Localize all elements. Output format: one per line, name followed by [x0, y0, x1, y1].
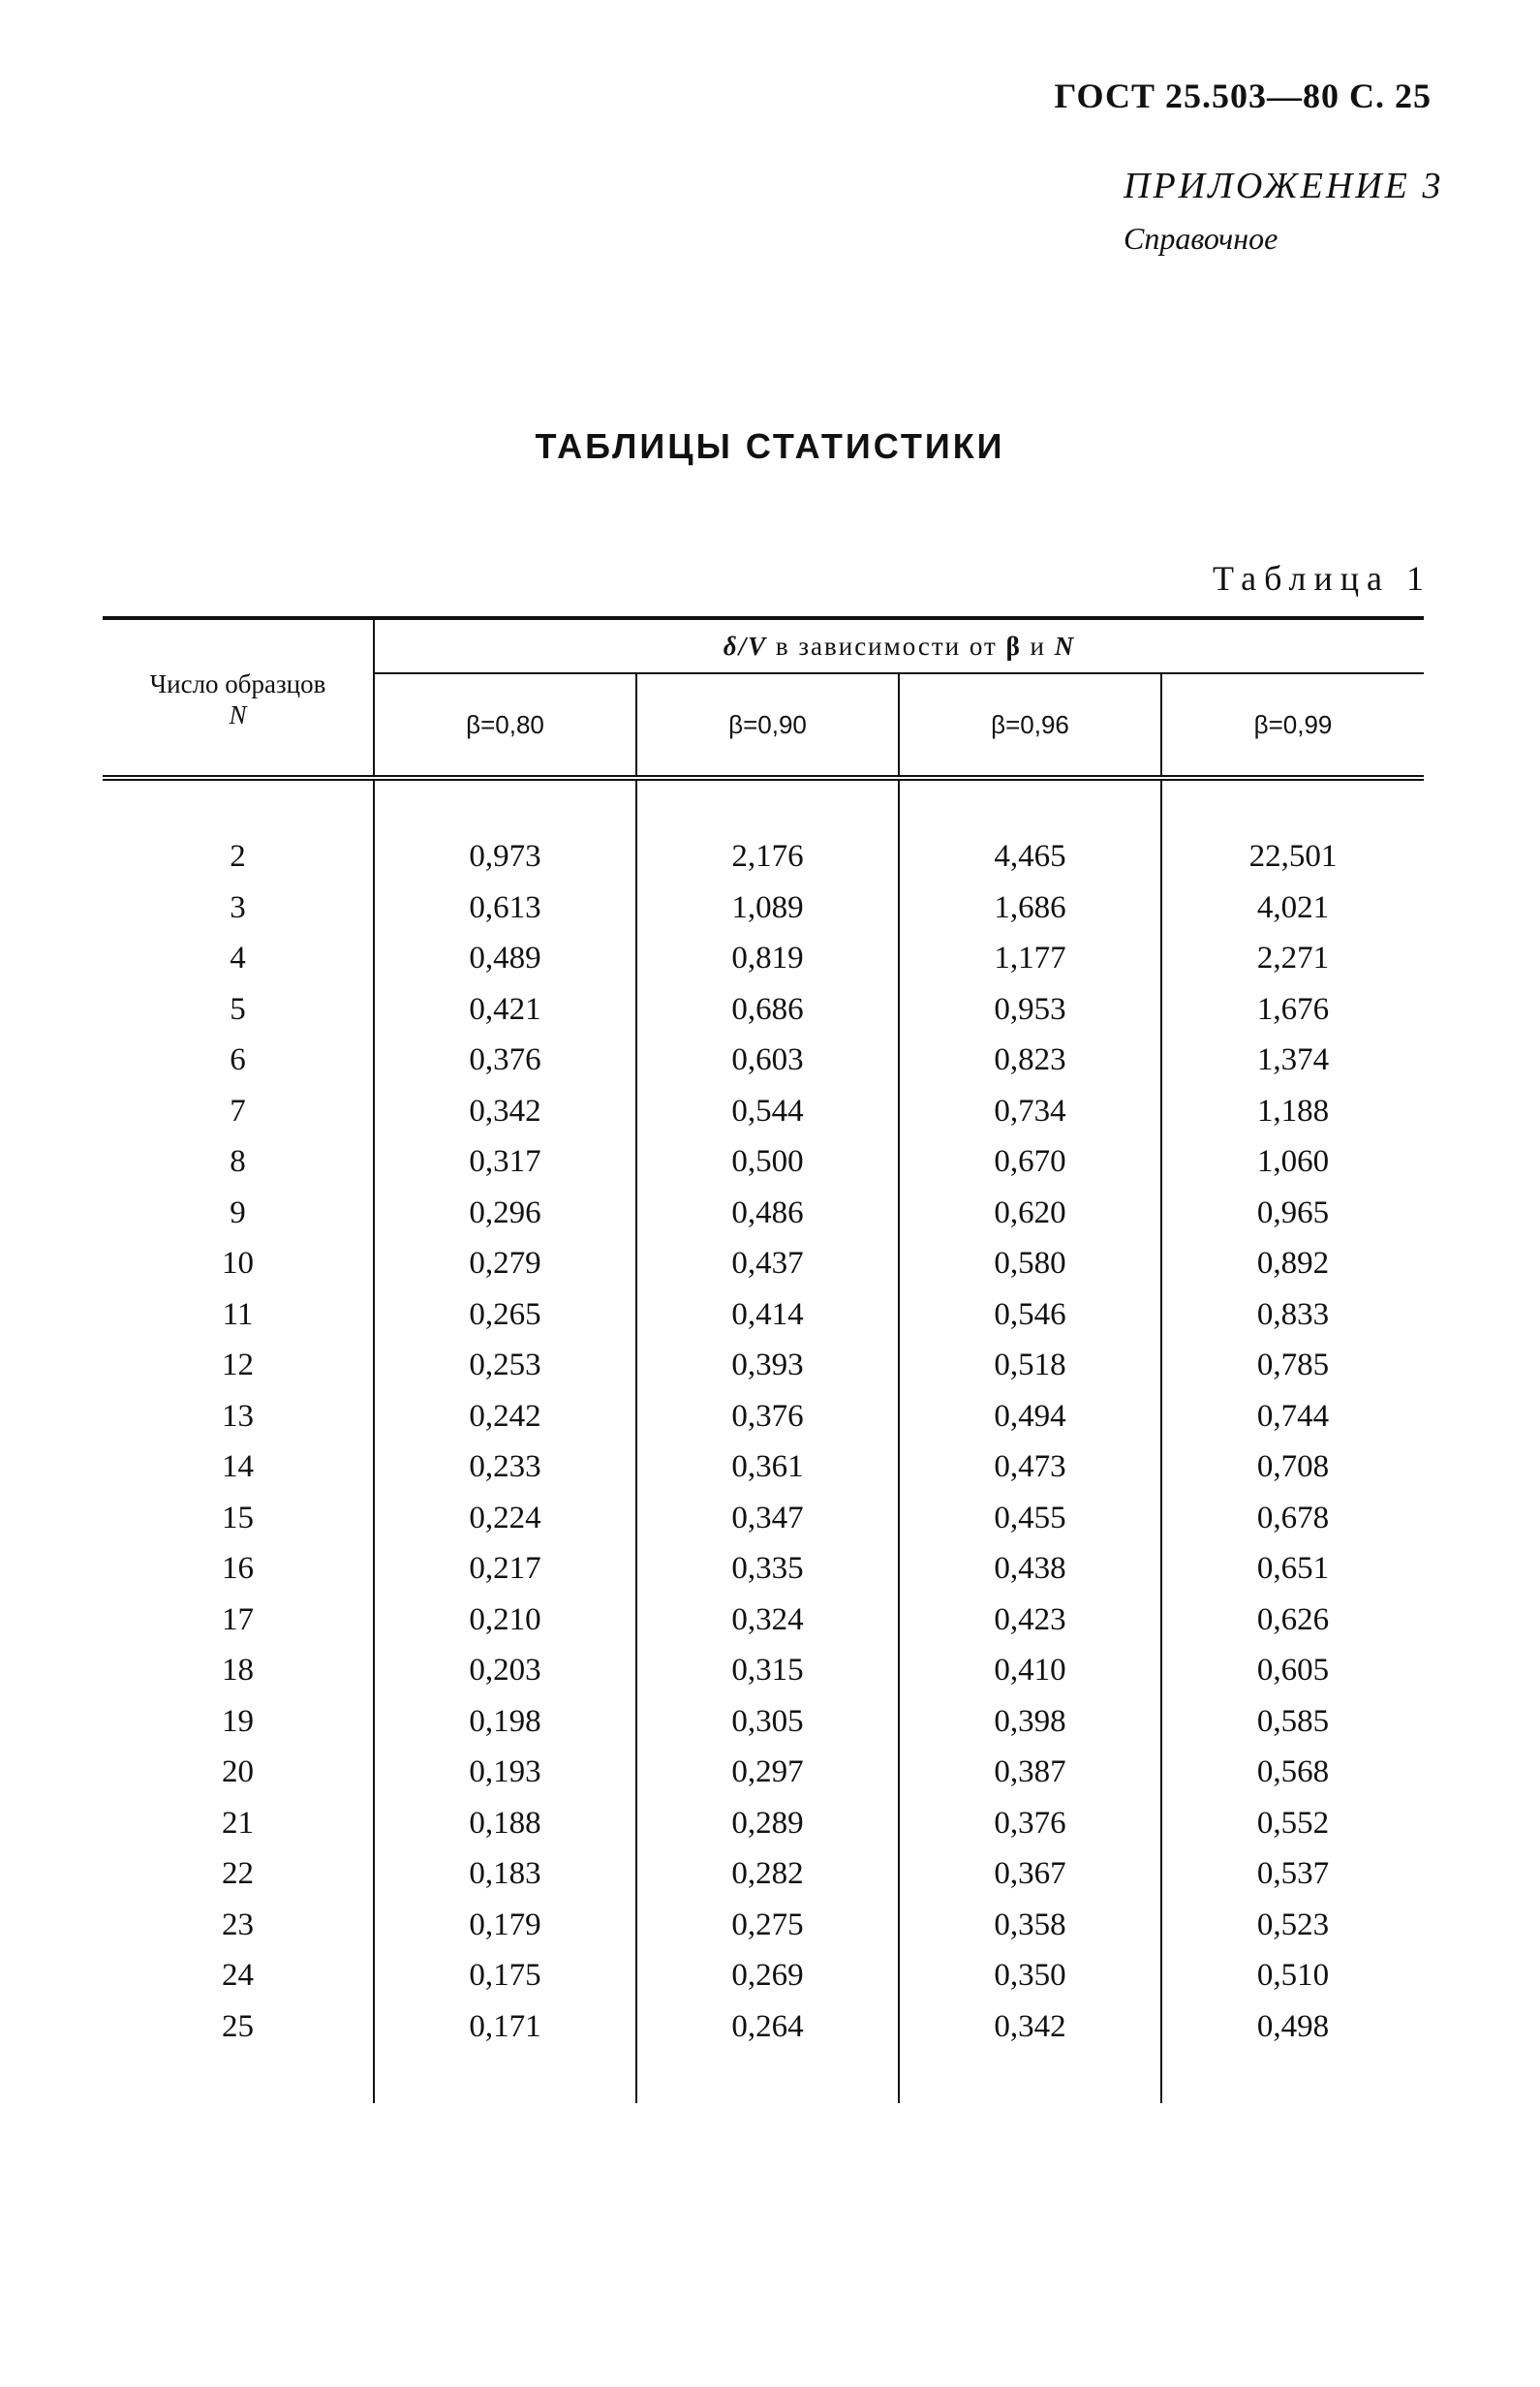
table-row	[103, 1341, 1424, 1392]
table-spacer-cell	[374, 778, 636, 832]
value-cell: 0,544	[636, 1086, 899, 1137]
sample-count-cell: 15	[103, 1493, 374, 1544]
value-cell: 0,510	[1256, 1958, 1330, 1994]
value-cell: 0,376	[636, 1391, 899, 1442]
value-cell: 0,350	[899, 1951, 1161, 2002]
value-cell: 0,613	[374, 883, 636, 934]
sample-count-cell: 13	[103, 1391, 374, 1442]
value-cell: 0,686	[636, 984, 899, 1036]
value-cell: 0,265	[374, 1289, 636, 1341]
value-cell: 0,546	[899, 1289, 1161, 1341]
table-row	[103, 1849, 1424, 1901]
header-group-beta: β	[1005, 631, 1022, 661]
table-row	[103, 1900, 1424, 1951]
value-cell: 0,358	[899, 1900, 1161, 1951]
value-cell: 0,455	[899, 1493, 1161, 1544]
value-cell: 0,953	[899, 984, 1161, 1036]
value-cell: 0,269	[636, 1951, 899, 2002]
table-row	[103, 1951, 1424, 2002]
sample-count-cell: 16	[103, 1544, 374, 1596]
value-cell: 0,193	[374, 1748, 636, 1799]
value-cell: 4,021	[1256, 889, 1330, 925]
value-cell: 0,376	[899, 1798, 1161, 1849]
value-cell: 0,289	[636, 1798, 899, 1849]
value-cell: 0,398	[899, 1696, 1161, 1748]
table-row	[103, 832, 1424, 884]
value-cell: 0,387	[899, 1748, 1161, 1799]
table-spacer-cell	[1161, 778, 1424, 832]
value-cell: 0,224	[374, 1493, 636, 1544]
value-cell: 0,785	[1256, 1348, 1330, 1383]
value-cell: 0,317	[374, 1137, 636, 1189]
value-cell: 0,279	[374, 1239, 636, 1290]
header-group-text-1: в зависимости от	[767, 631, 1006, 661]
table-row	[103, 1239, 1424, 1290]
value-cell: 4,465	[899, 832, 1161, 884]
sample-count-cell: 19	[103, 1696, 374, 1748]
header-group-ratio: δ/V	[723, 631, 768, 661]
value-cell: 1,188	[1256, 1093, 1330, 1129]
value-cell: 1,374	[1256, 1042, 1330, 1078]
value-cell: 0,585	[1256, 1703, 1330, 1739]
value-cell: 0,217	[374, 1544, 636, 1596]
table-tail-cell	[103, 2053, 374, 2104]
value-cell: 0,744	[1256, 1398, 1330, 1434]
sample-count-cell: 5	[103, 984, 374, 1036]
value-cell: 0,188	[374, 1798, 636, 1849]
value-cell: 0,819	[636, 934, 899, 985]
sample-count-cell: 7	[103, 1086, 374, 1137]
value-cell: 0,393	[636, 1341, 899, 1392]
value-cell: 0,670	[899, 1137, 1161, 1189]
value-cell: 0,242	[374, 1391, 636, 1442]
table-row	[103, 1544, 1424, 1596]
value-cell: 0,335	[636, 1544, 899, 1596]
value-cell: 0,605	[1256, 1653, 1330, 1689]
value-cell: 0,892	[1256, 1246, 1330, 1282]
table-tail-cell	[899, 2053, 1161, 2104]
value-cell: 0,421	[374, 984, 636, 1036]
value-cell: 0,823	[899, 1036, 1161, 1087]
header-sample-count-label: Число образцов	[149, 669, 326, 699]
value-cell: 0,734	[899, 1086, 1161, 1137]
appendix-note: Справочное	[1124, 221, 1278, 256]
value-cell: 0,275	[636, 1900, 899, 1951]
value-cell: 0,367	[899, 1849, 1161, 1901]
value-cell: 0,203	[374, 1646, 636, 1697]
value-cell: 0,552	[1256, 1805, 1330, 1841]
header-group-dependency	[374, 618, 1424, 673]
value-cell: 0,282	[636, 1849, 899, 1901]
table-row	[103, 984, 1424, 1036]
value-cell: 0,489	[374, 934, 636, 985]
sample-count-cell: 14	[103, 1442, 374, 1494]
table-spacer-cell	[103, 778, 374, 832]
value-cell: 0,603	[636, 1036, 899, 1087]
table-row	[103, 1595, 1424, 1646]
value-cell: 2,271	[1256, 941, 1330, 976]
value-cell: 0,410	[899, 1646, 1161, 1697]
header-sample-count	[103, 618, 374, 778]
value-cell: 0,523	[1256, 1906, 1330, 1942]
table-spacer-cell	[899, 778, 1161, 832]
value-cell: 0,626	[1256, 1601, 1330, 1637]
value-cell: 1,686	[899, 883, 1161, 934]
value-cell: 0,568	[1256, 1754, 1330, 1790]
value-cell: 0,342	[374, 1086, 636, 1137]
sample-count-cell: 11	[103, 1289, 374, 1341]
table-row	[103, 1696, 1424, 1748]
header-group-n: N	[1054, 631, 1076, 661]
table-row	[103, 1289, 1424, 1341]
value-cell: 0,498	[1256, 2008, 1330, 2044]
value-cell: 0,296	[374, 1188, 636, 1239]
value-cell: 1,177	[899, 934, 1161, 985]
table-row	[103, 883, 1424, 934]
appendix-title: ПРИЛОЖЕНИЕ 3	[1124, 166, 1444, 206]
sample-count-cell: 3	[103, 883, 374, 934]
value-cell: 0,651	[1256, 1551, 1330, 1587]
table-tail-cell	[1161, 2053, 1424, 2104]
table-spacer-cell	[636, 778, 899, 832]
value-cell: 0,423	[899, 1595, 1161, 1646]
table-row	[103, 1188, 1424, 1239]
value-cell: 1,089	[636, 883, 899, 934]
value-cell: 0,494	[899, 1391, 1161, 1442]
value-cell: 0,708	[1256, 1449, 1330, 1485]
header-beta-column: β=0,90	[636, 673, 899, 778]
value-cell: 0,580	[899, 1239, 1161, 1290]
value-cell: 1,676	[1256, 991, 1330, 1027]
value-cell: 0,305	[636, 1696, 899, 1748]
sample-count-cell: 8	[103, 1137, 374, 1189]
table-row	[103, 1137, 1424, 1189]
sample-count-cell: 9	[103, 1188, 374, 1239]
statistics-table	[103, 616, 1424, 2103]
table-row	[103, 1798, 1424, 1849]
standard-reference: ГОСТ 25.503—80 С. 25	[1054, 77, 1432, 115]
value-cell: 0,833	[1256, 1296, 1330, 1332]
sample-count-cell: 23	[103, 1900, 374, 1951]
value-cell: 0,171	[374, 2001, 636, 2053]
sample-count-cell: 22	[103, 1849, 374, 1901]
document-title: ТАБЛИЦЫ СТАТИСТИКИ	[535, 426, 1005, 466]
table-row	[103, 1646, 1424, 1697]
value-cell: 0,315	[636, 1646, 899, 1697]
value-cell: 0,500	[636, 1137, 899, 1189]
sample-count-cell: 25	[103, 2001, 374, 2053]
sample-count-cell: 6	[103, 1036, 374, 1087]
table-row	[103, 1036, 1424, 1087]
value-cell: 2,176	[636, 832, 899, 884]
value-cell: 1,060	[1256, 1144, 1330, 1180]
table-row	[103, 1442, 1424, 1494]
sample-count-cell: 24	[103, 1951, 374, 2002]
value-cell: 0,620	[899, 1188, 1161, 1239]
header-beta-column: β=0,99	[1161, 673, 1424, 778]
sample-count-cell: 4	[103, 934, 374, 985]
header-beta-column: β=0,80	[374, 673, 636, 778]
value-cell: 0,175	[374, 1951, 636, 2002]
value-cell: 0,414	[636, 1289, 899, 1341]
value-cell: 0,965	[1256, 1194, 1330, 1230]
value-cell: 0,324	[636, 1595, 899, 1646]
value-cell: 0,486	[636, 1188, 899, 1239]
value-cell: 0,437	[636, 1239, 899, 1290]
table-row	[103, 1493, 1424, 1544]
table-row	[103, 2001, 1424, 2053]
table-tail-cell	[374, 2053, 636, 2104]
sample-count-cell: 10	[103, 1239, 374, 1290]
sample-count-cell: 21	[103, 1798, 374, 1849]
value-cell: 0,253	[374, 1341, 636, 1392]
value-cell: 0,179	[374, 1900, 636, 1951]
value-cell: 0,376	[374, 1036, 636, 1087]
table-row	[103, 1391, 1424, 1442]
value-cell: 0,438	[899, 1544, 1161, 1596]
sample-count-cell: 20	[103, 1748, 374, 1799]
sample-count-cell: 2	[103, 832, 374, 884]
value-cell: 0,183	[374, 1849, 636, 1901]
header-beta-column: β=0,96	[899, 673, 1161, 778]
table-row	[103, 934, 1424, 985]
value-cell: 0,342	[899, 2001, 1161, 2053]
value-cell: 0,198	[374, 1696, 636, 1748]
value-cell: 0,973	[374, 832, 636, 884]
header-sample-count-symbol: N	[229, 699, 247, 729]
table-row	[103, 1748, 1424, 1799]
sample-count-cell: 17	[103, 1595, 374, 1646]
value-cell: 0,537	[1256, 1856, 1330, 1892]
value-cell: 0,297	[636, 1748, 899, 1799]
value-cell: 0,264	[636, 2001, 899, 2053]
value-cell: 0,347	[636, 1493, 899, 1544]
sample-count-cell: 18	[103, 1646, 374, 1697]
table-tail-cell	[636, 2053, 899, 2104]
value-cell: 0,678	[1256, 1500, 1330, 1535]
value-cell: 0,361	[636, 1442, 899, 1494]
table-label: Таблица 1	[1213, 559, 1432, 598]
value-cell: 0,473	[899, 1442, 1161, 1494]
header-group-text-2: и	[1021, 631, 1055, 661]
value-cell: 0,233	[374, 1442, 636, 1494]
value-cell: 0,210	[374, 1595, 636, 1646]
sample-count-cell: 12	[103, 1341, 374, 1392]
table-row	[103, 1086, 1424, 1137]
value-cell: 22,501	[1248, 839, 1338, 875]
value-cell: 0,518	[899, 1341, 1161, 1392]
